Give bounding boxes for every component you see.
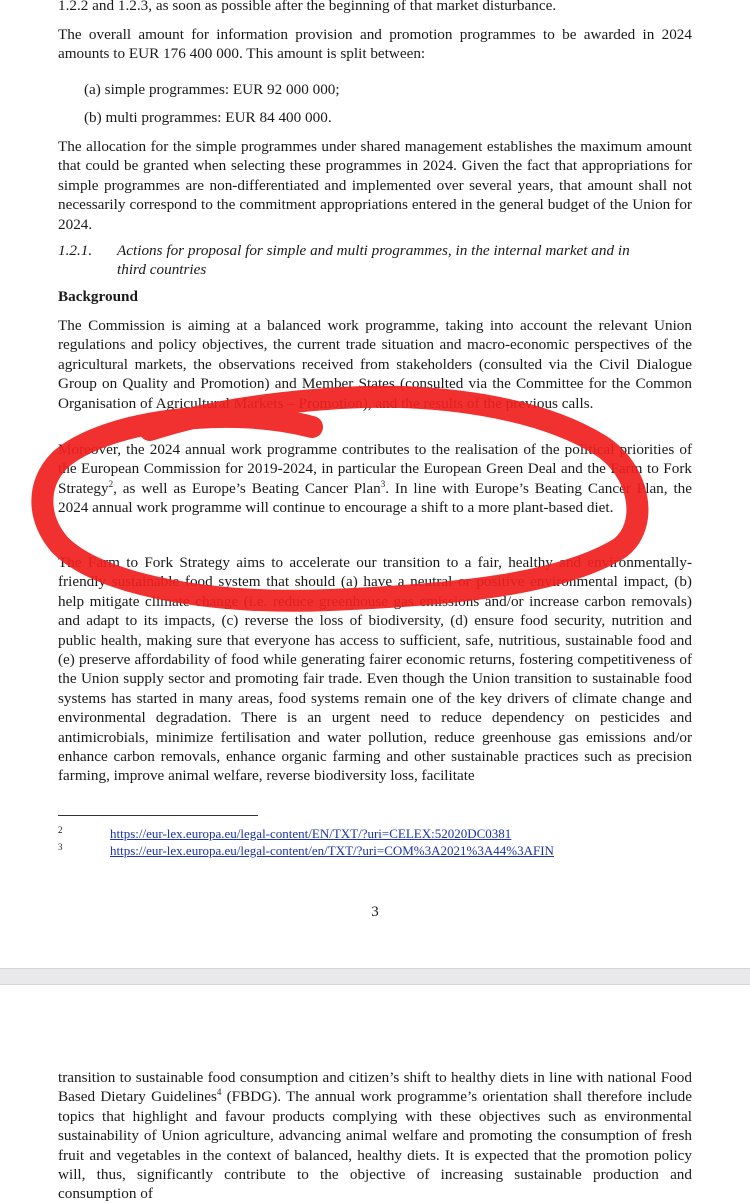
footnote-separator [58, 815, 258, 816]
document-page-4 [0, 985, 750, 1203]
section-title-line-1: Actions for proposal for simple and multi programmes, in the internal market and in [117, 242, 630, 259]
footnote-ref-4: 4 [216, 1087, 222, 1098]
paragraph-moreover: Moreover, the 2024 annual work programme contributes to the realisation of the political priorities of the European Commission for 2019-2024, in particular the European Green Deal and the Farm to Fork Strategy$^2$, as well as Europe’s Beating Cancer Plan$^3$. In line with Europe’s Beating Cancer Plan, the 2024 annual work programme will continue to encourage a shift to a more plant-based diet. [58, 441, 692, 517]
page-number: 3 [371, 904, 379, 920]
footnote-2-link[interactable]: https://eur-lex.europa.eu/legal-content/EN/TXT/?uri=CELEX:52020DC0381 [110, 826, 512, 841]
list-item-simple-programmes: (a) simple programmes: EUR 92 000 000; [84, 81, 340, 98]
page-gap [0, 968, 750, 985]
section-heading-1-2-1 [58, 241, 698, 280]
paragraph-market-disturbance: 1.2.2 and 1.2.3, as soon as possible after the beginning of that market disturbance. [58, 0, 557, 14]
footnote-ref-2: 2 [108, 478, 114, 489]
paragraph-overall-amount: The overall amount for information provision and promotion programmes to be awarded in 2024 amounts to EUR 176 400 000. This amount is split between: [58, 26, 692, 63]
paragraph-allocation: The allocation for the simple programmes under shared management establishes the maximum amount that could be granted when selecting these programmes in 2024. Given the fact that appropriations for simple programmes are non-differentiated and implemented over several years, that amount shall not necessarily correspond to the commitment appropriations entered in the general budget of the Union for 2024. [58, 138, 692, 233]
paragraph-background: The Commission is aiming at a balanced work programme, taking into account the relevant Union regulations and policy objectives, the current trade situation and macro-economic perspectives of the agricultural markets, the observations received from stakeholders (consulted via the Civil Dialogue Group on Quality and Promotion) and Member States (consulted via the Committee for the Common Organisation of Agricultural Markets – Promotion), and the results of the previous calls. [58, 317, 692, 412]
section-number: 1.2.1. [58, 242, 93, 259]
footnote-3-link[interactable]: https://eur-lex.europa.eu/legal-content/en/TXT/?uri=COM%3A2021%3A44%3AFIN [110, 843, 554, 858]
footnote-3-mark: 3 [58, 842, 63, 852]
footnote-2-mark: 2 [58, 825, 63, 835]
background-heading: Background [58, 288, 138, 305]
paragraph-continuation: transition to sustainable food consumption and citizen’s shift to healthy diets in line with national Food Based Dietary Guidelines$^4$ (FBDG). The annual work programme’s orientation shall therefore include topics that highlight and favour products complying with these objectives such as environmental sustainability of Union agriculture, advancing animal welfare and promoting the consumption of fresh fruit and vegetables in the context of balanced, healthy diets. It is expected that the promotion policy will, thus, significantly contribute to the objective of increasing sustainable production and consumption of [58, 1069, 692, 1203]
list-item-multi-programmes: (b) multi programmes: EUR 84 400 000. [84, 109, 332, 126]
section-title-line-2: third countries [117, 261, 207, 279]
footnote-ref-3: 3 [380, 478, 386, 489]
paragraph-farm-to-fork: The Farm to Fork Strategy aims to accelerate our transition to a fair, healthy and environmentally-friendly sustainable food system that should (a) have a neutral or positive environmental impact, (b) help mitigate climate change (i.e. reduce greenhouse gas emissions and/or increase carbon removals) and adapt to its impacts, (c) reverse the loss of biodiversity, (d) ensure food security, nutrition and public health, making sure that everyone has access to sufficient, safe, nutritious, sustainable food and (e) preserve affordability of food while generating fairer economic returns, fostering competitiveness of the Union supply sector and promoting fair trade. Even though the Union transition to sustainable food systems has started in many areas, food systems remain one of the key drivers of climate change and environmental degradation. There is an urgent need to reduce dependency on pesticides and antimicrobials, minimize fertilisation and water pollution, reduce greenhouse gas emissions and/or enhance carbon removals, enhance organic farming and other sustainable practices such as precision farming, improve animal welfare, reverse biodiversity loss, facilitate [58, 554, 692, 785]
